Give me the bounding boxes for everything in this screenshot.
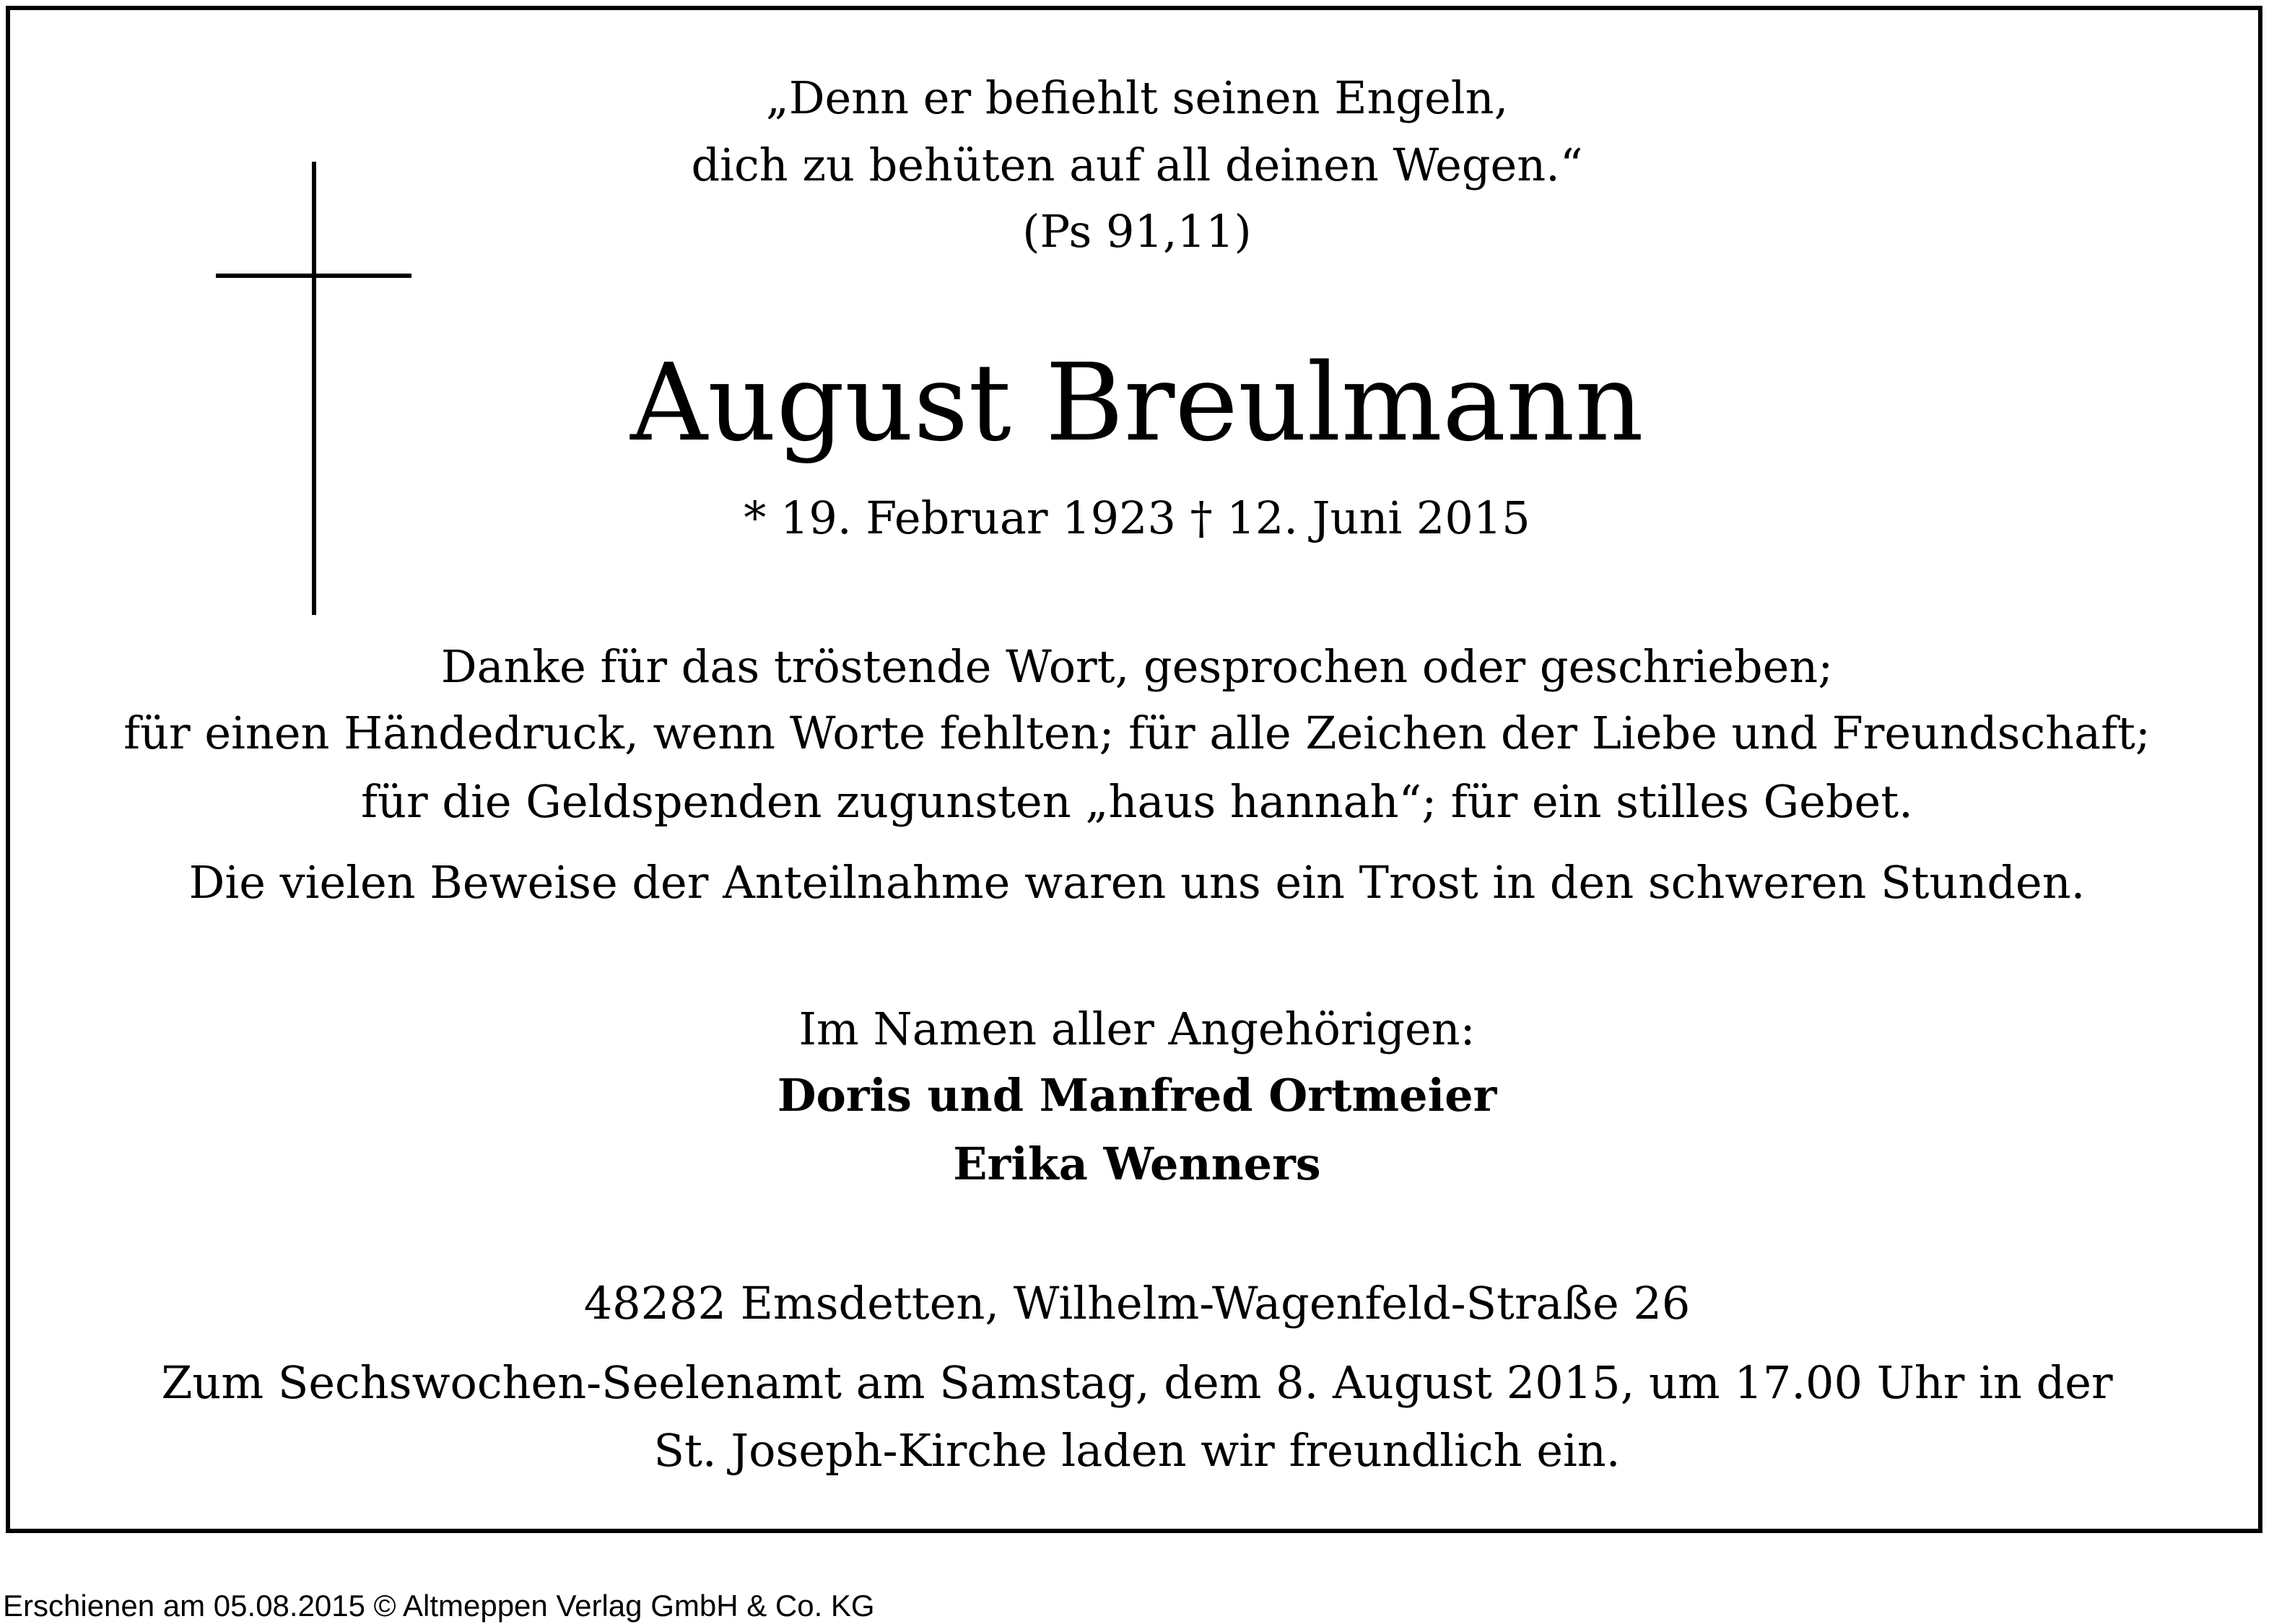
- verse-reference: (Ps 91,11): [1022, 205, 1252, 258]
- verse-line-1: „Denn er befiehlt seinen Engeln,: [765, 71, 1509, 124]
- thanks-line-4: Die vielen Beweise der Anteilnahme waren uns ein Trost in den schweren Stunden.: [188, 856, 2086, 909]
- publication-footer: Erschienen am 05.08.2015 © Altmeppen Verlag GmbH & Co. KG: [3, 1589, 875, 1623]
- family-names-1: Doris und Manfred Ortmeier: [777, 1069, 1497, 1122]
- address: 48282 Emsdetten, Wilhelm-Wagenfeld-Straße 26: [583, 1277, 1691, 1330]
- service-line-1: Zum Sechswochen-Seelenamt am Samstag, dem 8. August 2015, um 17.00 Uhr in der: [161, 1356, 2113, 1409]
- thanks-line-1: Danke für das tröstende Wort, gesprochen oder geschrieben;: [440, 640, 1834, 693]
- life-dates: * 19. Februar 1923 † 12. Juni 2015: [744, 492, 1530, 544]
- thanks-line-2: für einen Händedruck, wenn Worte fehlten; für alle Zeichen der Liebe und Freundschaft;: [123, 707, 2151, 759]
- thanks-line-3: für die Geldspenden zugunsten „haus hannah“; für ein stilles Gebet.: [361, 775, 1913, 828]
- family-intro: Im Namen aller Angehörigen:: [798, 1003, 1476, 1055]
- verse-line-2: dich zu behüten auf all deinen Wegen.“: [691, 139, 1583, 191]
- service-line-2: St. Joseph-Kirche laden wir freundlich ein.: [653, 1424, 1621, 1477]
- family-names-2: Erika Wenners: [953, 1138, 1321, 1190]
- cross-icon-crossbar: [216, 274, 411, 278]
- deceased-name: August Breulmann: [630, 341, 1644, 465]
